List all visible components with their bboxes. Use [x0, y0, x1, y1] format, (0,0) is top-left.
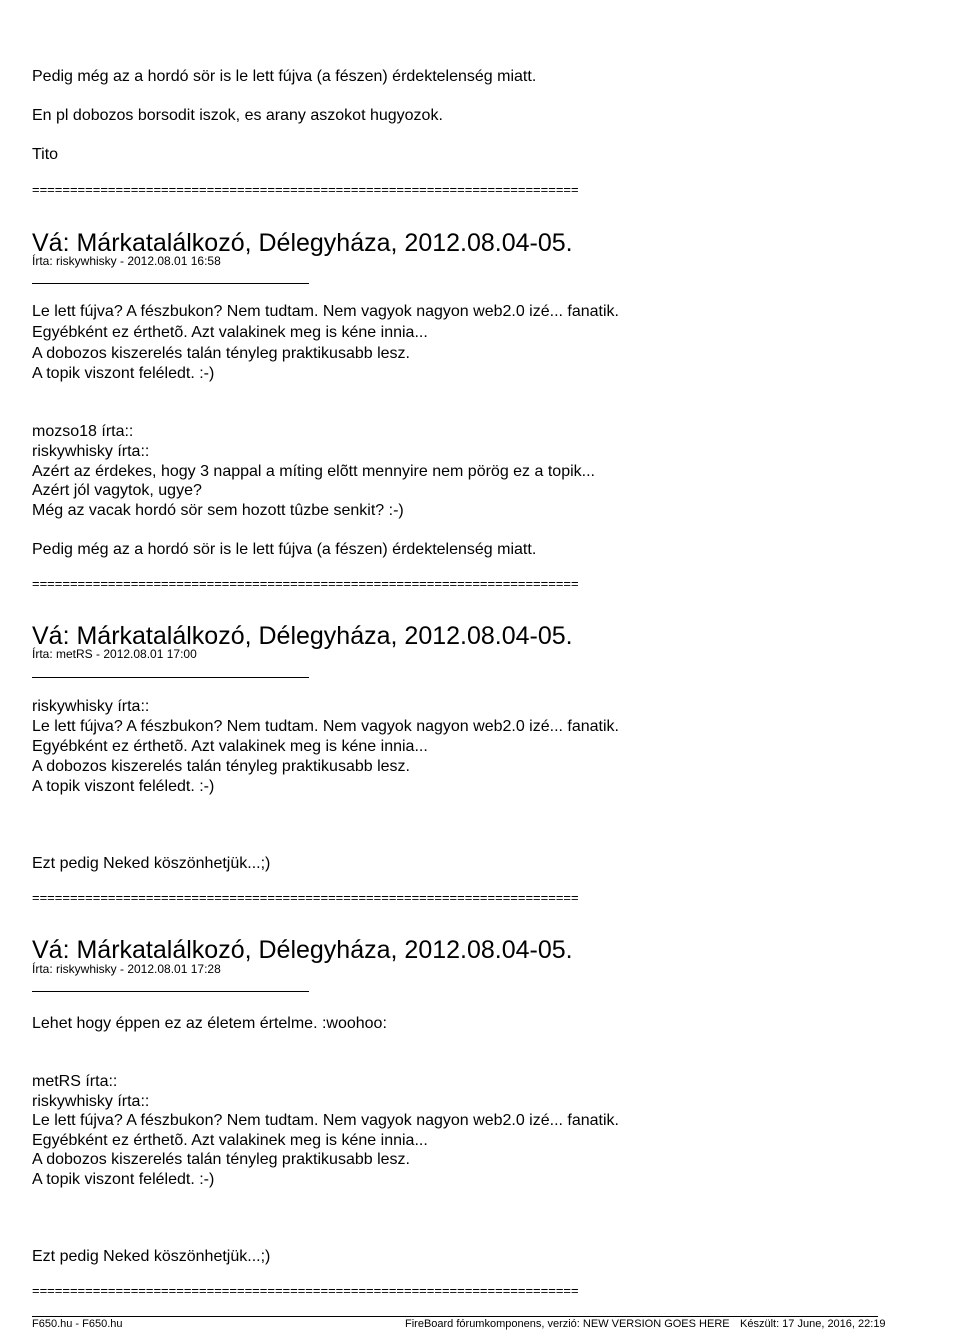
quote-line: A dobozos kiszerelés talán tényleg praktikusabb lesz. — [32, 1151, 410, 1168]
post-title: Vá: Márkatalálkozó, Délegyháza, 2012.08.04-05. — [32, 229, 573, 257]
post-meta: Írta: metRS - 2012.08.01 17:00 — [32, 647, 197, 661]
quote-author: riskywhisky írta:: — [32, 1093, 150, 1110]
quote-author: metRS írta:: — [32, 1073, 118, 1090]
separator: ======================================================================== — [32, 576, 579, 591]
post-divider — [32, 677, 309, 678]
quote-line: A dobozos kiszerelés talán tényleg praktikusabb lesz. — [32, 758, 410, 775]
post-body-line: Pedig még az a hordó sör is le lett fújva (a fészen) érdektelenség miatt. — [32, 541, 537, 558]
post-body-line: A topik viszont feléledt. :-) — [32, 365, 215, 382]
intro-line-1: Pedig még az a hordó sör is le lett fújva (a fészen) érdektelenség miatt. — [32, 68, 537, 85]
intro-signature: Tito — [32, 146, 59, 163]
quote-line: A topik viszont feléledt. :-) — [32, 1171, 215, 1188]
post-divider — [32, 283, 309, 284]
separator: ======================================================================== — [32, 890, 579, 905]
separator: ======================================================================== — [32, 182, 579, 197]
quote-line: Azért az érdekes, hogy 3 nappal a míting elõtt mennyire nem pörög ez a topik... — [32, 463, 595, 480]
quote-line: Azért jól vagytok, ugye? — [32, 482, 202, 499]
post-divider — [32, 991, 309, 992]
footer-component: FireBoard fórumkomponens, verzió: NEW VERSION GOES HERE — [405, 1318, 730, 1330]
quote-line: Egyébként ez érthetõ. Azt valakinek meg is kéne innia... — [32, 1132, 428, 1149]
post-body-line: A dobozos kiszerelés talán tényleg praktikusabb lesz. — [32, 345, 410, 362]
quote-line: A topik viszont feléledt. :-) — [32, 778, 215, 795]
footer-generated: Készült: 17 June, 2016, 22:19 — [740, 1318, 886, 1330]
intro-line-2: En pl dobozos borsodit iszok, es arany aszokot hugyozok. — [32, 107, 443, 124]
post-body-line: Lehet hogy éppen ez az életem értelme. :woohoo: — [32, 1015, 387, 1032]
quote-line: Még az vacak hordó sör sem hozott tûzbe senkit? :-) — [32, 502, 404, 519]
post-meta: Írta: riskywhisky - 2012.08.01 17:28 — [32, 962, 221, 976]
post-body-line: Ezt pedig Neked köszönhetjük...;) — [32, 1248, 271, 1265]
quote-line: Le lett fújva? A fészbukon? Nem tudtam. Nem vagyok nagyon web2.0 izé... fanatik. — [32, 1112, 619, 1129]
quote-author: riskywhisky írta:: — [32, 698, 150, 715]
footer-divider — [32, 1316, 878, 1317]
quote-author: riskywhisky írta:: — [32, 443, 150, 460]
post-body-line: Le lett fújva? A fészbukon? Nem tudtam. Nem vagyok nagyon web2.0 izé... fanatik. — [32, 303, 619, 320]
quote-line: Egyébként ez érthetõ. Azt valakinek meg is kéne innia... — [32, 738, 428, 755]
post-body-line: Ezt pedig Neked köszönhetjük...;) — [32, 855, 271, 872]
post-title: Vá: Márkatalálkozó, Délegyháza, 2012.08.04-05. — [32, 936, 573, 964]
post-meta: Írta: riskywhisky - 2012.08.01 16:58 — [32, 254, 221, 268]
quote-line: Le lett fújva? A fészbukon? Nem tudtam. Nem vagyok nagyon web2.0 izé... fanatik. — [32, 718, 619, 735]
post-body-line: Egyébként ez érthetõ. Azt valakinek meg is kéne innia... — [32, 324, 428, 341]
separator: ======================================================================== — [32, 1283, 579, 1298]
quote-author: mozso18 írta:: — [32, 423, 134, 440]
footer-site: F650.hu - F650.hu — [32, 1318, 123, 1330]
post-title: Vá: Márkatalálkozó, Délegyháza, 2012.08.04-05. — [32, 622, 573, 650]
